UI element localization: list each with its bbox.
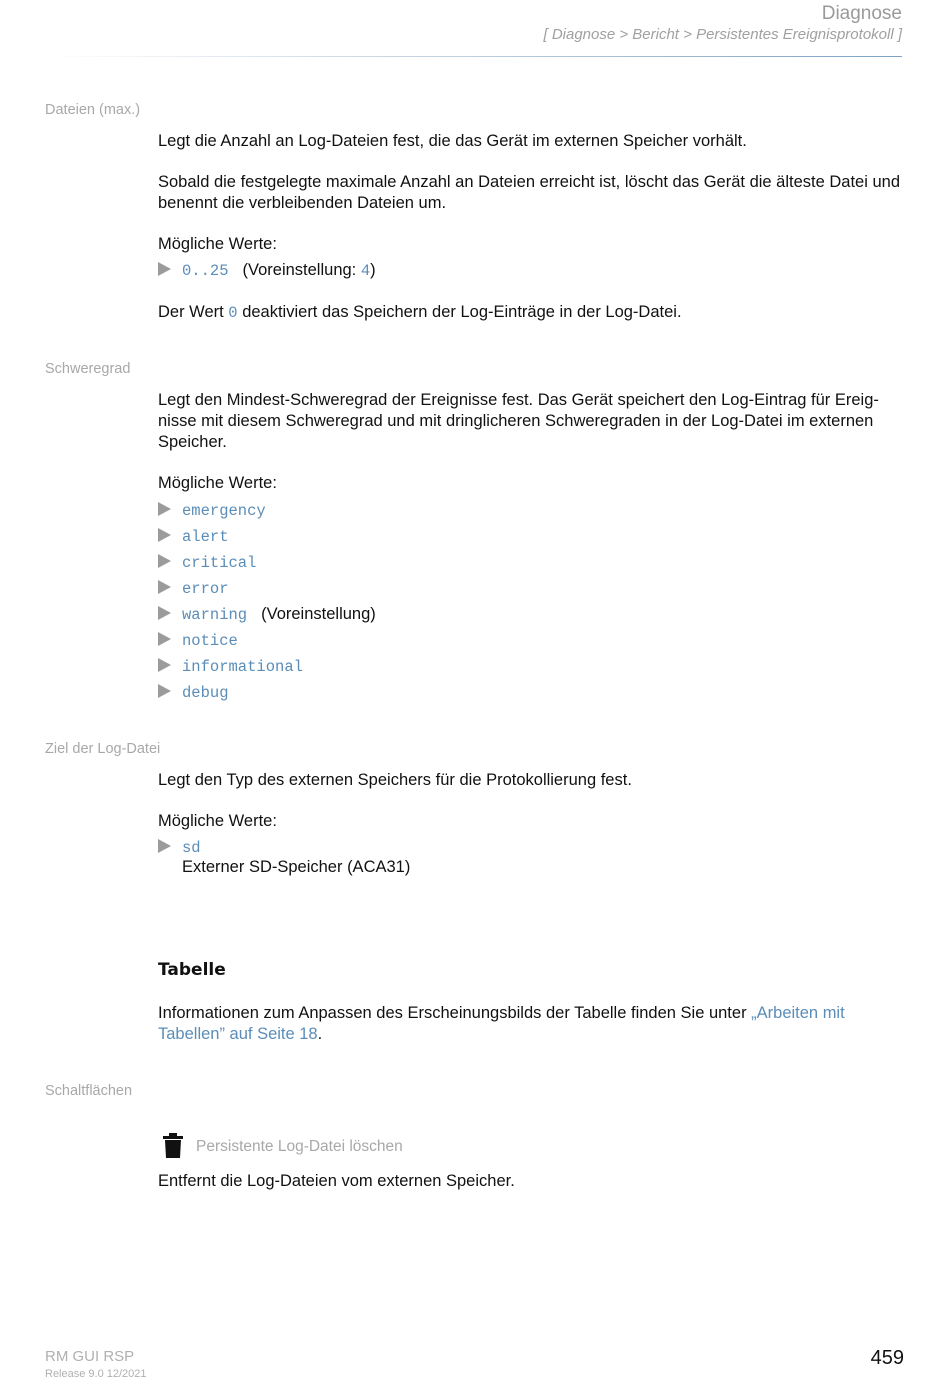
delete-log-file-button[interactable]: Persistente Log-Datei löschen: [196, 1138, 403, 1155]
buttons-label: Schaltflächen: [45, 1083, 133, 1099]
breadcrumb: [ Diagnose > Bericht > Persistentes Ereignisprotokoll ]: [543, 26, 902, 43]
severity-option: [158, 682, 229, 704]
severity-option: [158, 552, 256, 574]
header-divider: [48, 56, 902, 57]
files-default-suffix: ): [370, 261, 376, 279]
files-range-item: [158, 260, 376, 282]
delete-description: Entfernt die Log-Dateien vom externen Speicher.: [158, 1172, 515, 1190]
bullet-triangle-icon: [158, 839, 171, 853]
severity-option: [158, 630, 238, 652]
severity-option: [158, 656, 303, 678]
severity-value: error: [182, 580, 229, 598]
bullet-triangle-icon: [158, 632, 171, 646]
severity-value: critical: [182, 554, 257, 572]
files-rotation-description: Sobald die festgelegte maximale Anzahl an Dateien erreicht ist, löscht das Gerät die älteste Datei und benennt die verbleibenden Dateien um.: [158, 173, 901, 212]
bullet-triangle-icon: [158, 554, 171, 568]
severity-value: warning: [182, 606, 248, 624]
bullet-triangle-icon: [158, 684, 171, 698]
files-default-prefix: (Voreinstellung:: [242, 261, 361, 279]
table-info-text: Informationen zum Anpassen des Erscheinungsbilds der Tabelle finden Sie unter: [158, 1004, 752, 1022]
files-zero-prefix: Der Wert: [158, 303, 229, 321]
severity-value: notice: [182, 632, 238, 650]
bullet-triangle-icon: [158, 580, 171, 594]
target-value-description: Externer SD-Speicher (ACA31): [182, 858, 411, 876]
page-number: 459: [870, 1347, 904, 1369]
table-section-heading: Tabelle: [158, 960, 226, 980]
target-description: Legt den Typ des externen Speichers für die Protokollierung fest.: [158, 771, 632, 789]
severity-value: informational: [182, 658, 303, 676]
severity-option: [158, 500, 266, 522]
bullet-triangle-icon: [158, 658, 171, 672]
severity-option: [158, 578, 229, 600]
files-zero-value: 0: [228, 304, 238, 322]
severity-value: alert: [182, 528, 229, 546]
chapter-title: Diagnose: [821, 3, 902, 24]
files-range-value: 0..25: [182, 262, 229, 280]
target-option: [158, 837, 201, 859]
bullet-triangle-icon: [158, 528, 171, 542]
severity-default-note: (Voreinstellung): [261, 605, 376, 623]
files-label: Dateien (max.): [45, 102, 141, 118]
table-info-end: .: [317, 1025, 323, 1043]
bullet-triangle-icon: [158, 502, 171, 516]
target-label: Ziel der Log-Datei: [45, 741, 161, 757]
target-value: sd: [182, 839, 201, 857]
bullet-triangle-icon: [158, 262, 171, 276]
severity-description: Legt den Mindest-Schweregrad der Ereignisse fest. Das Gerät speichert den Log-Eintrag für Ereig-nisse mit diesem Schweregrad und mit dringlicheren Schweregraden in der Log-Datei im externen Speicher.: [158, 391, 879, 451]
files-zero-note: [158, 302, 906, 324]
severity-values-heading: Mögliche Werte:: [158, 474, 277, 492]
files-description: Legt die Anzahl an Log-Dateien fest, die das Gerät im externen Speicher vorhält.: [158, 132, 747, 150]
footer-release: Release 9.0 12/2021: [45, 1368, 147, 1380]
severity-option: [158, 604, 376, 626]
files-default-value: 4: [360, 262, 371, 280]
severity-option: [158, 526, 229, 548]
table-info: [158, 1003, 888, 1045]
severity-value: debug: [182, 684, 229, 702]
target-values-heading: Mögliche Werte:: [158, 812, 277, 830]
trash-icon[interactable]: [162, 1133, 184, 1159]
severity-value: emergency: [182, 502, 266, 520]
files-values-heading: Mögliche Werte:: [158, 235, 277, 253]
bullet-triangle-icon: [158, 606, 171, 620]
files-zero-suffix: deaktiviert das Speichern der Log-Einträge in der Log-Datei.: [237, 303, 682, 321]
table-help-link[interactable]: „Arbeiten mit Tabellen” auf Seite 18: [158, 1004, 845, 1043]
severity-label: Schweregrad: [45, 361, 131, 377]
footer-product: RM GUI RSP: [45, 1348, 135, 1365]
